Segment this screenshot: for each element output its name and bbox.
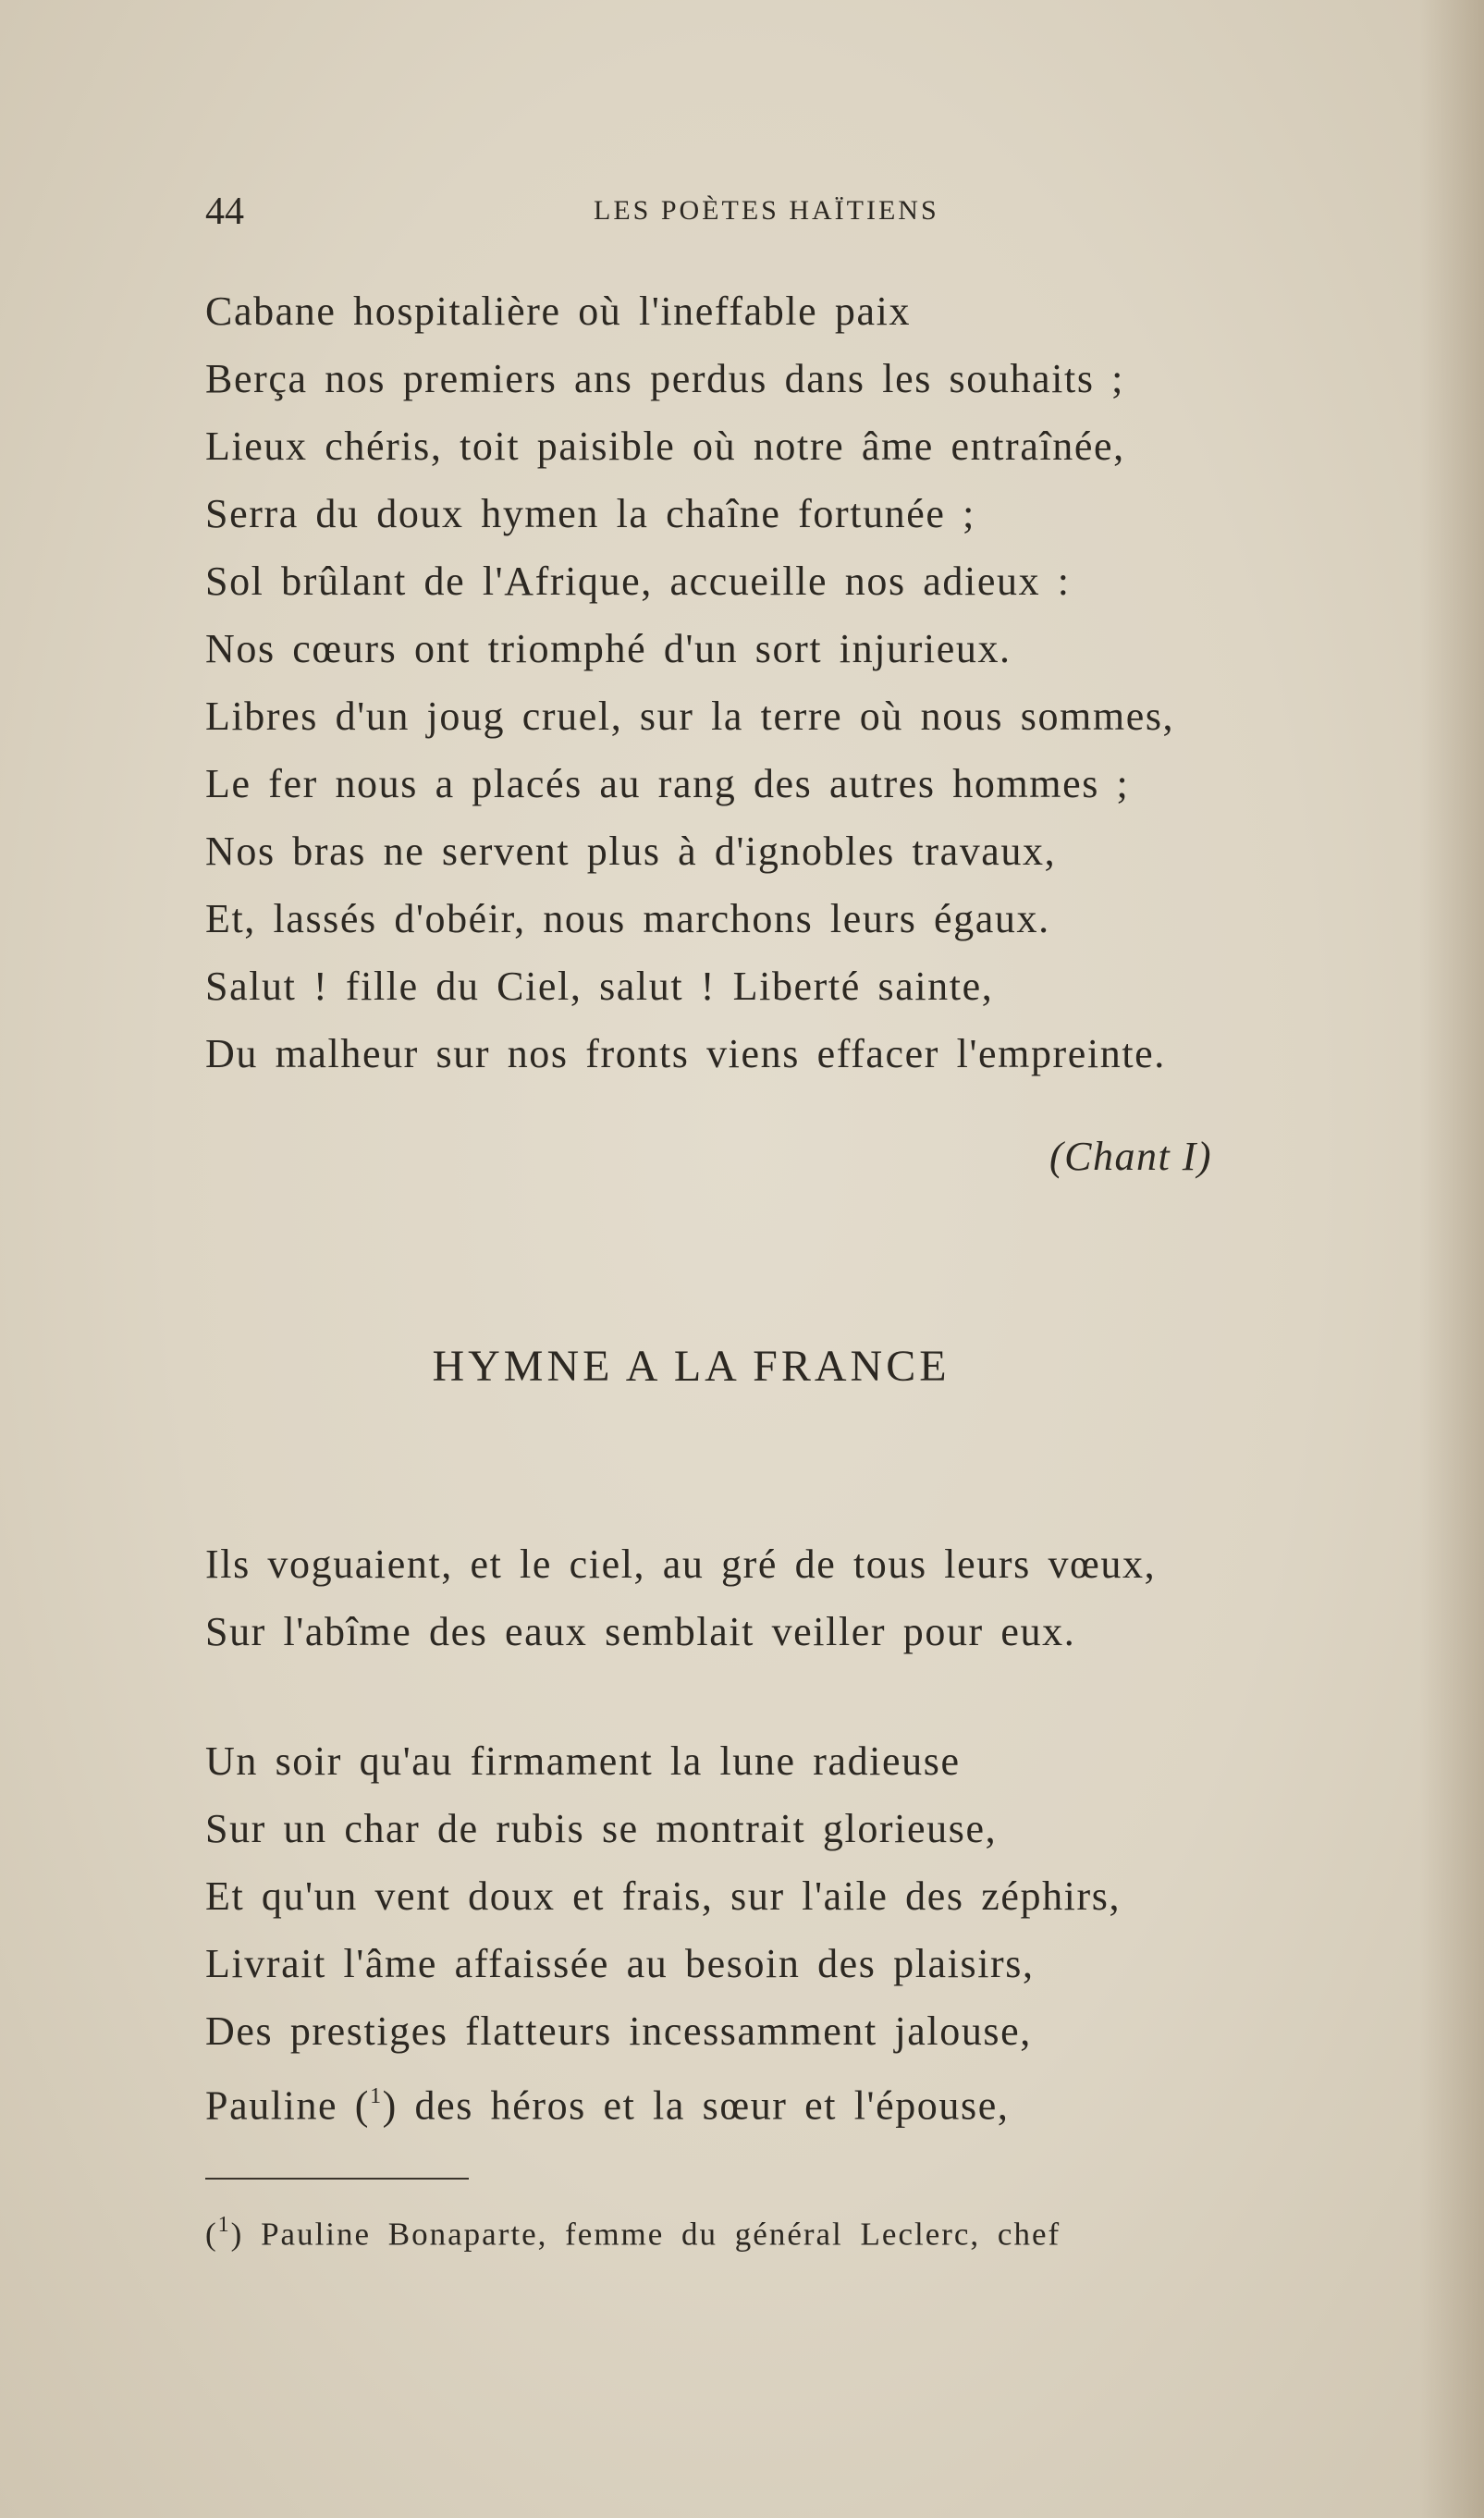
footnote-divider xyxy=(205,2178,469,2180)
verse-line: Et, lassés d'obéir, nous marchons leurs égaux. xyxy=(205,896,1050,941)
verse-line: Serra du doux hymen la chaîne fortunée ; xyxy=(205,491,975,536)
note-reference-close: ) xyxy=(382,2082,398,2129)
verse-line: Cabane hospitalière où l'ineffable paix xyxy=(205,289,912,334)
running-title: LES POÈTES HAÏTIENS xyxy=(594,195,939,226)
verse-line: Livrait l'âme affaissée au besoin des plaisirs, xyxy=(205,1941,1035,1986)
verse-line: Sur l'abîme des eaux semblait veiller pour eux. xyxy=(205,1609,1076,1654)
footnote-marker: 1 xyxy=(217,2213,231,2237)
footnote-open: ( xyxy=(205,2216,218,2253)
page-header xyxy=(205,190,1037,236)
verse-line: Sol brûlant de l'Afrique, accueille nos adieux : xyxy=(205,559,1071,604)
verse-line: Berça nos premiers ans perdus dans les souhaits ; xyxy=(205,356,1124,401)
verse-line: Nos bras ne servent plus à d'ignobles travaux, xyxy=(205,829,1057,874)
footnote-close: ) xyxy=(230,2216,244,2253)
verse-line: Nos cœurs ont triomphé d'un sort injurieux. xyxy=(205,626,1012,671)
verse-line: Lieux chéris, toit paisible où notre âme entraînée, xyxy=(205,424,1125,469)
chant-citation: (Chant I) xyxy=(1049,1134,1213,1179)
verse-line: Le fer nous a placés au rang des autres hommes ; xyxy=(205,761,1130,806)
section-title: HYMNE A LA FRANCE xyxy=(432,1342,950,1391)
verse-line: Un soir qu'au firmament la lune radieuse xyxy=(205,1738,961,1784)
page-number: 44 xyxy=(205,190,244,233)
verse-line: Et qu'un vent doux et frais, sur l'aile des zéphirs, xyxy=(205,1873,1122,1919)
footnote-text: Pauline Bonaparte, femme du général Leclerc, chef xyxy=(261,2216,1061,2253)
verse-line: Sur un char de rubis se montrait glorieuse, xyxy=(205,1806,998,1851)
stanza-hymne-second xyxy=(205,1727,1121,2132)
stanza-chant-excerpt xyxy=(205,277,1174,1087)
stanza-hymne-opening xyxy=(205,1530,1156,1665)
verse-line-with-note xyxy=(205,2065,1121,2132)
footnote xyxy=(205,2215,1061,2254)
verse-line: Des prestiges flatteurs incessamment jalouse, xyxy=(205,2008,1032,2054)
note-reference-open: ( xyxy=(354,2082,371,2129)
verse-line: Du malheur sur nos fronts viens effacer l'empreinte. xyxy=(205,1031,1166,1076)
note-reference-number[interactable]: 1 xyxy=(370,2084,383,2108)
verse-line: Salut ! fille du Ciel, salut ! Liberté sainte, xyxy=(205,964,994,1009)
spine-shadow xyxy=(1419,0,1484,2518)
verse-line: Libres d'un joug cruel, sur la terre où nous sommes, xyxy=(205,694,1175,739)
verse-text-before-note: Pauline xyxy=(205,2082,338,2129)
verse-line: Ils voguaient, et le ciel, au gré de tous leurs vœux, xyxy=(205,1542,1157,1587)
verse-text-after-note: des héros et la sœur et l'épouse, xyxy=(414,2082,1010,2129)
